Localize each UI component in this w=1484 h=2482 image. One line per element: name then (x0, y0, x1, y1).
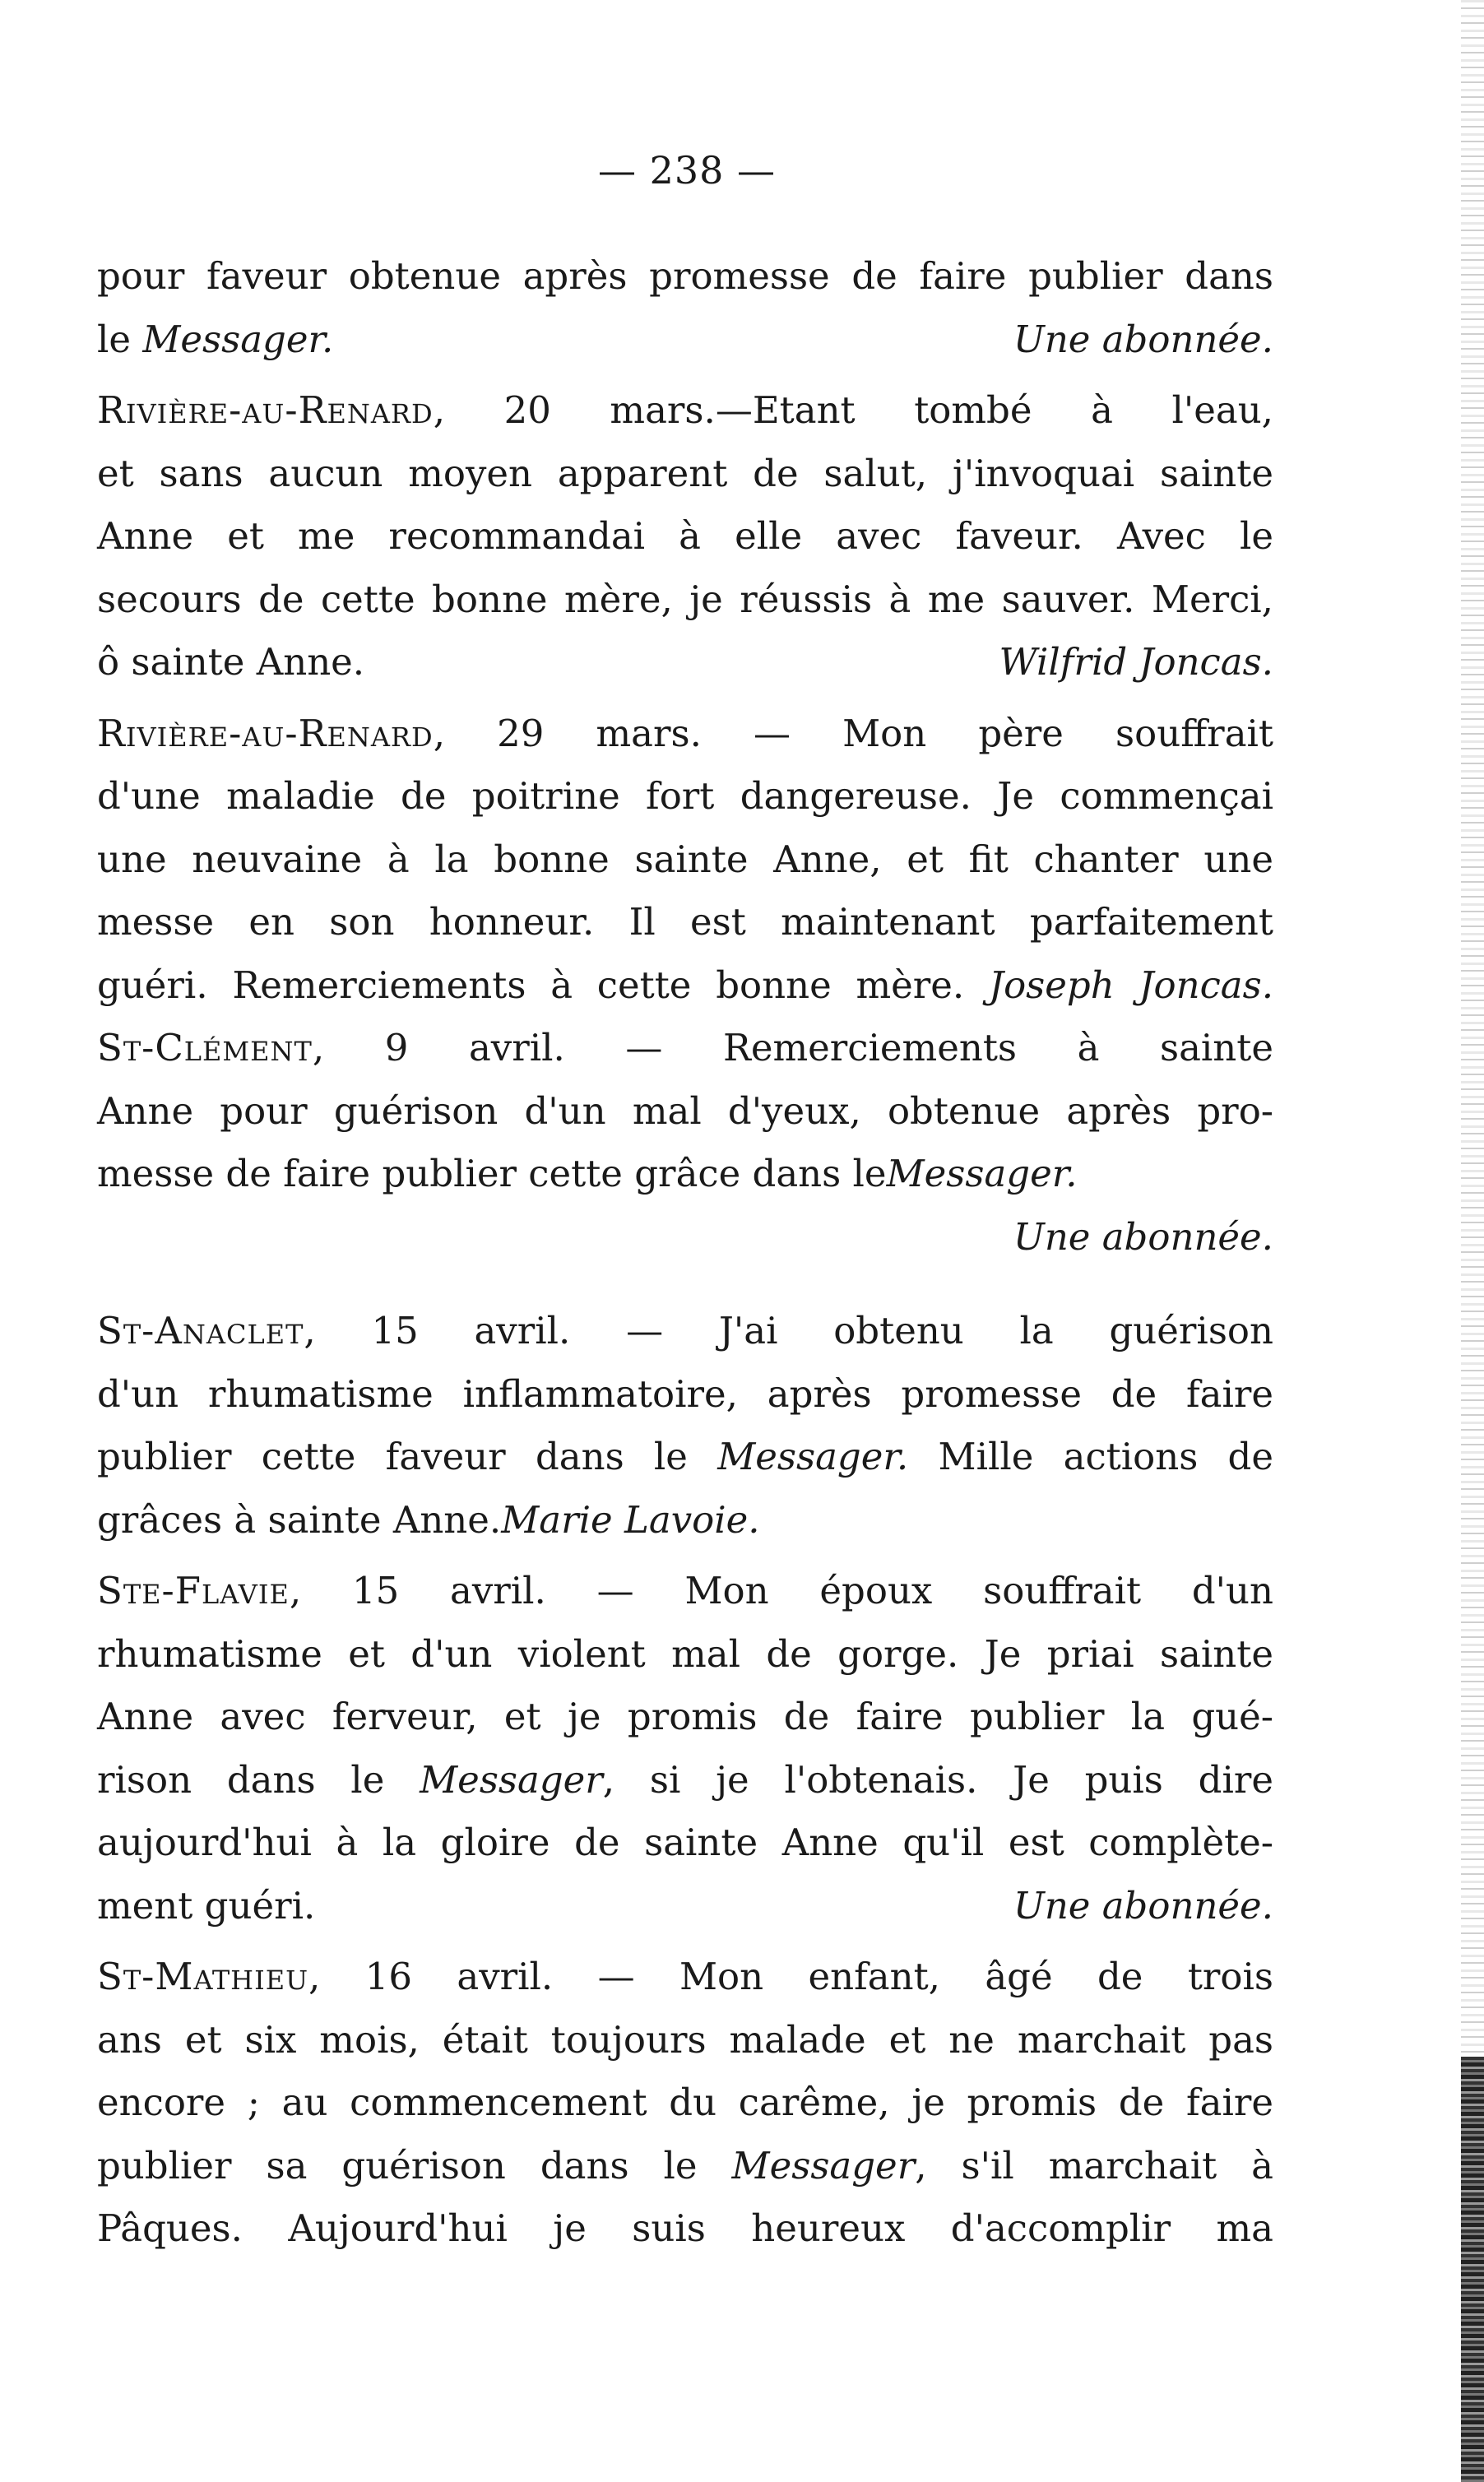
text-fragment: messe en son honneur. Il est maintenant parfaitement (97, 900, 1273, 944)
italic-text: Messager. (886, 1152, 1078, 1195)
text-line (97, 379, 1273, 443)
place-name: Ste-Flavie (97, 1569, 290, 1612)
text-fragment: messe de faire publier cette grâce dans le (97, 1152, 887, 1195)
text-line (97, 1946, 1273, 2009)
text-line (97, 2009, 1273, 2072)
signature: Une abonnée. (1013, 1883, 1273, 1928)
text-line (97, 1300, 1273, 1363)
text-fragment: Anne et me recommandai à elle avec faveur. Avec le (97, 514, 1273, 558)
text-line (97, 954, 1273, 1018)
text-fragment: ment guéri. (97, 1883, 316, 1928)
text-line (97, 1080, 1273, 1144)
text-fragment: , 20 mars.—Etant tombé à l'eau, (433, 388, 1273, 432)
text-fragment: Pâques. Aujourd'hui je suis heureux d'accomplir ma (97, 2206, 1273, 2250)
signature: Une abonnée. (1013, 1214, 1273, 1259)
text-fragment: secours de cette bonne mère, je réussis à me sauver. Merci, (97, 577, 1273, 621)
text-fragment: Anne pour guérison d'un mal d'yeux, obtenue après pro- (97, 1088, 1273, 1133)
italic-text: Messager (420, 1757, 603, 1802)
text-line (97, 1143, 1273, 1206)
text-fragment: Anne avec ferveur, et je promis de faire publier la gué- (97, 1695, 1273, 1738)
page-edge-dark (1461, 2057, 1484, 2482)
text-fragment: aujourd'hui à la gloire de sainte Anne qu'il est complète- (97, 1821, 1273, 1864)
text-line (97, 1363, 1273, 1427)
place-name: St-Anaclet (97, 1309, 304, 1352)
italic-text: Messager (731, 2143, 916, 2187)
text-line (97, 309, 1273, 372)
text-fragment: , 9 avril. — Remerciements à sainte (312, 1026, 1273, 1069)
text-fragment: , 29 mars. — Mon père souffrait (433, 711, 1273, 755)
signature: Marie Lavoie. (501, 1497, 760, 1542)
text-line (97, 1560, 1273, 1623)
line-right (1013, 1875, 1273, 1938)
signature: Wilfrid Joncas. (999, 640, 1273, 684)
text-line (97, 1875, 1273, 1938)
place-name: Rivière-au-Renard (97, 711, 434, 755)
text-line (97, 631, 1273, 694)
text-fragment: rison dans le (97, 1757, 420, 1802)
text-fragment: grâces à sainte Anne. (97, 1497, 502, 1542)
text-fragment: guéri. Remerciements à cette bonne mère. (97, 963, 990, 1007)
text-line (97, 1623, 1273, 1686)
text-fragment: pour faveur obtenue après promesse de faire publier dans (97, 254, 1273, 298)
text-line (97, 245, 1273, 309)
place-name: Rivière-au-Renard (97, 388, 434, 432)
text-line (97, 443, 1273, 506)
text-fragment: le (97, 317, 143, 361)
text-line (97, 891, 1273, 954)
text-line (97, 2197, 1273, 2261)
text-fragment: encore ; au commencement du carême, je promis de faire (97, 2081, 1273, 2124)
text-line (97, 568, 1273, 632)
text-fragment: d'un rhumatisme inflammatoire, après promesse de faire (97, 1371, 1273, 1416)
text-body (97, 245, 1273, 2261)
signature: Joseph Joncas. (989, 963, 1273, 1007)
text-fragment: une neuvaine à la bonne sainte Anne, et fit chanter une (97, 837, 1273, 881)
page-number: — 238 — (597, 148, 777, 193)
italic-text: Messager. (142, 317, 334, 361)
text-fragment: , 15 avril. — Mon époux souffrait d'un (289, 1569, 1273, 1612)
text-fragment: publier sa guérison dans le (97, 2143, 732, 2187)
text-fragment: , 15 avril. — J'ai obtenu la guérison (304, 1309, 1273, 1352)
text-line (97, 2071, 1273, 2135)
text-line (97, 1686, 1273, 1749)
text-line (97, 828, 1273, 892)
text-fragment: , 16 avril. — Mon enfant, âgé de trois (308, 1955, 1273, 1998)
text-fragment: et sans aucun moyen apparent de salut, j'invoquai sainte (97, 451, 1273, 495)
place-name: St-Clément (97, 1026, 313, 1069)
signature: Une abonnée. (1013, 317, 1273, 361)
text-line (97, 1206, 1273, 1269)
text-fragment: ans et six mois, était toujours malade et ne marchait pas (97, 2017, 1273, 2062)
line-left (97, 309, 333, 372)
text-line (97, 505, 1273, 568)
line-right (1013, 309, 1273, 372)
text-line (97, 703, 1273, 766)
text-line (97, 1749, 1273, 1812)
text-line (97, 1017, 1273, 1080)
text-line (97, 2135, 1273, 2198)
line-left (97, 1875, 315, 1938)
text-fragment: Mille actions de (908, 1435, 1273, 1478)
italic-text: Messager. (717, 1435, 909, 1478)
text-fragment: rhumatisme et d'un violent mal de gorge. Je priai sainte (97, 1631, 1273, 1676)
text-line (97, 1426, 1273, 1489)
text-fragment: , si je l'obtenais. Je puis dire (602, 1757, 1273, 1802)
line-right (999, 631, 1273, 694)
place-name: St-Mathieu (97, 1955, 309, 1998)
text-line (97, 765, 1273, 828)
text-fragment: ô sainte Anne. (97, 640, 365, 684)
line-left (97, 631, 364, 694)
text-fragment: , s'il marchait à (915, 2143, 1273, 2187)
text-line (97, 1489, 1273, 1552)
text-fragment: publier cette faveur dans le (97, 1435, 718, 1478)
text-line (97, 1812, 1273, 1875)
text-fragment: d'une maladie de poitrine fort dangereuse. Je commençai (97, 774, 1273, 818)
